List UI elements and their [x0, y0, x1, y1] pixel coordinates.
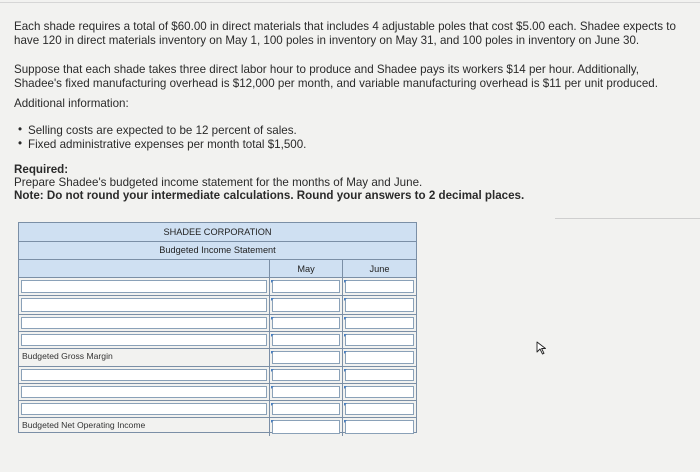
- may-amount-input[interactable]: [272, 351, 340, 364]
- june-amount-input[interactable]: [345, 351, 414, 364]
- june-amount-input[interactable]: [345, 280, 414, 293]
- june-amount-input[interactable]: [345, 420, 414, 434]
- income-statement-table: [18, 222, 417, 433]
- cell-marker-icon: [271, 369, 274, 372]
- bullet-selling-costs: • Selling costs are expected to be 12 percent of sales.: [18, 124, 306, 138]
- may-amount-input[interactable]: [272, 403, 340, 415]
- table-subtitle-row: [19, 242, 416, 260]
- rounding-note: Note: Do not round your intermediate calculations. Round your answers to 2 decimal places.: [14, 189, 525, 202]
- problem-paragraph-1: Each shade requires a total of $60.00 in direct materials that includes 4 adjustable poles that cost $5.00 each. Shadee expects to have 120 in direct materials inventory on May 1, 100 poles in inventory on May 31, and 100 poles in inventory on June 30.: [14, 20, 676, 47]
- june-amount-input[interactable]: [345, 298, 414, 312]
- june-amount-input[interactable]: [345, 403, 414, 415]
- cell-marker-icon: [271, 298, 274, 301]
- required-block: [14, 163, 524, 202]
- table-row: [19, 401, 416, 418]
- cell-marker-icon: [271, 386, 274, 389]
- company-name: SHADEE CORPORATION: [163, 227, 272, 237]
- cell-marker-icon: [271, 351, 274, 354]
- row-label-select[interactable]: [21, 403, 267, 415]
- row-label-select[interactable]: [21, 369, 267, 381]
- june-amount-input[interactable]: [345, 386, 414, 398]
- table-row: [19, 384, 416, 401]
- cell-marker-icon: [344, 386, 347, 389]
- cell-marker-icon: [344, 403, 347, 406]
- cell-marker-icon: [271, 334, 274, 337]
- row-label-select[interactable]: [21, 280, 267, 293]
- may-amount-input[interactable]: [272, 298, 340, 312]
- column-header-row: [19, 260, 416, 278]
- table-row: [19, 332, 416, 349]
- row-label: Budgeted Gross Margin: [22, 351, 113, 361]
- table-title-row: [19, 223, 416, 242]
- may-amount-input[interactable]: [272, 280, 340, 293]
- row-label-select[interactable]: [21, 317, 267, 329]
- may-amount-input[interactable]: [272, 420, 340, 434]
- cell-marker-icon: [344, 298, 347, 301]
- required-text: Prepare Shadee's budgeted income statement for the months of May and June.: [14, 176, 423, 189]
- column-header-may: May: [297, 264, 315, 274]
- problem-paragraph-2: Suppose that each shade takes three direct labor hour to produce and Shadee pays its workers $14 per hour. Additionally, Shadee's fixed manufacturing overhead is $12,000 per month, and variable manufacturing overhead is $11 per unit produced.: [14, 63, 658, 90]
- top-divider: [0, 2, 700, 3]
- mouse-cursor-icon: [536, 341, 548, 355]
- table-row: [19, 296, 416, 315]
- cell-marker-icon: [271, 403, 274, 406]
- june-amount-input[interactable]: [345, 334, 414, 346]
- section-divider: [555, 218, 700, 219]
- cell-marker-icon: [344, 420, 347, 423]
- table-row: [19, 418, 416, 436]
- table-row: [19, 349, 416, 367]
- bullet-admin-expenses: • Fixed administrative expenses per month total $1,500.: [18, 138, 306, 152]
- required-heading: Required:: [14, 163, 69, 176]
- cell-marker-icon: [271, 280, 274, 283]
- may-amount-input[interactable]: [272, 317, 340, 329]
- row-label-select[interactable]: [21, 386, 267, 398]
- may-amount-input[interactable]: [272, 334, 340, 346]
- cell-marker-icon: [344, 351, 347, 354]
- cell-marker-icon: [344, 280, 347, 283]
- row-label-select[interactable]: [21, 298, 267, 312]
- june-amount-input[interactable]: [345, 369, 414, 381]
- table-row: [19, 367, 416, 384]
- table-row: [19, 315, 416, 332]
- may-amount-input[interactable]: [272, 369, 340, 381]
- cell-marker-icon: [271, 317, 274, 320]
- table-row: [19, 278, 416, 296]
- additional-info-heading: Additional information:: [14, 97, 129, 110]
- june-amount-input[interactable]: [345, 317, 414, 329]
- statement-title: Budgeted Income Statement: [159, 245, 276, 255]
- cell-marker-icon: [344, 334, 347, 337]
- column-header-june: June: [369, 264, 390, 274]
- may-amount-input[interactable]: [272, 386, 340, 398]
- cell-marker-icon: [344, 369, 347, 372]
- cell-marker-icon: [344, 317, 347, 320]
- additional-info-list: [18, 124, 306, 152]
- row-label-select[interactable]: [21, 334, 267, 346]
- row-label: Budgeted Net Operating Income: [22, 420, 146, 430]
- cell-marker-icon: [271, 420, 274, 423]
